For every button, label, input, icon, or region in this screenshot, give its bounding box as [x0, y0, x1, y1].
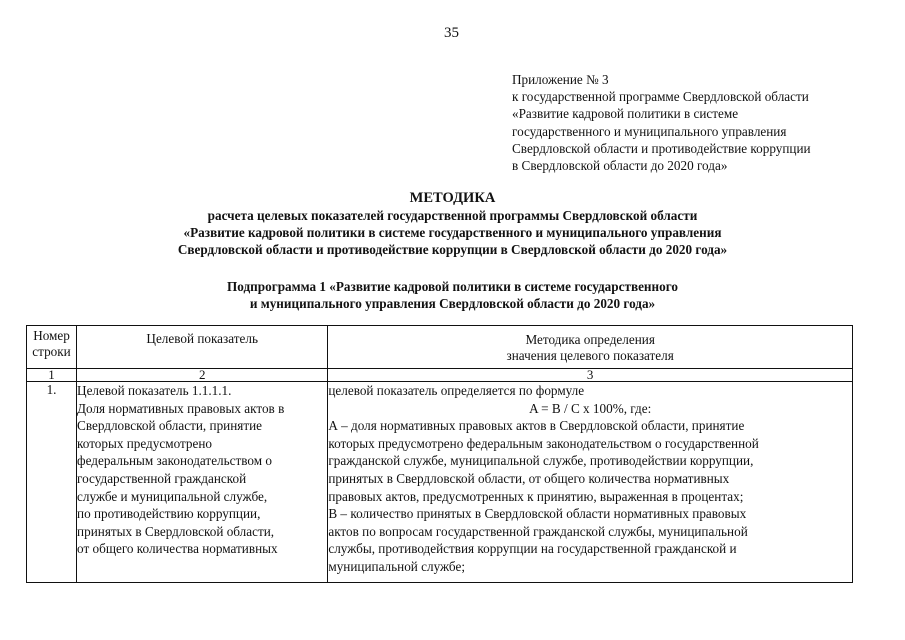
method-line: актов по вопросам государственной гражданской службы, муниципальной [328, 523, 748, 539]
page-number: 35 [444, 25, 459, 41]
column-number: 1 [27, 369, 77, 382]
table-header-row [27, 326, 853, 369]
header-row-number [27, 326, 77, 369]
table-row [27, 382, 853, 583]
column-number: 3 [328, 369, 853, 382]
column-number-row [27, 369, 853, 382]
method-line: службы, противодействия коррупции на государственной гражданской и [328, 541, 737, 557]
indicator-line: государственной гражданской [77, 470, 247, 486]
appendix-line: государственного и муниципального управления [512, 123, 787, 139]
header-line: Методика определения [525, 332, 655, 347]
method-line: В – количество принятых в Свердловской области нормативных правовых [328, 506, 747, 522]
header-indicator [77, 326, 328, 369]
indicator-line: Свердловской области, принятие [77, 418, 263, 434]
method-line: принятых в Свердловской области, от общего количества нормативных [328, 470, 730, 486]
subprogram-title-line: Подпрограмма 1 «Развитие кадровой политики в системе государственного [227, 279, 678, 294]
method-line: муниципальной службе; [328, 558, 465, 574]
method-subtitle-line: Свердловской области и противодействие коррупции в Свердловской области до 2020 года» [177, 242, 728, 257]
method-subtitle [0, 207, 905, 258]
methodology-table [26, 325, 853, 583]
indicator-line: от общего количества нормативных [77, 541, 278, 557]
header-method [328, 326, 853, 369]
method-line: А – доля нормативных правовых актов в Свердловской области, принятие [328, 418, 745, 434]
method-title: МЕТОДИКА [409, 190, 496, 206]
indicator-line: службе и муниципальной службе, [77, 488, 268, 504]
appendix-line: Свердловской области и противодействие коррупции [512, 140, 811, 156]
appendix-line: в Свердловской области до 2020 года» [512, 158, 728, 174]
column-number: 2 [77, 369, 328, 382]
method-line: целевой показатель определяется по формуле [328, 383, 585, 398]
indicator-line: по противодействию коррупции, [77, 506, 261, 522]
method-line: гражданской службе, муниципальной службе, противодействии коррупции, [328, 453, 754, 469]
header-line: значения целевого показателя [506, 348, 674, 363]
appendix-line: «Развитие кадровой политики в системе [512, 106, 739, 122]
indicator-line: принятых в Свердловской области, [77, 523, 275, 539]
formula: A = B / C x 100%, где: [529, 400, 652, 416]
method-cell [328, 382, 853, 583]
indicator-cell [77, 382, 328, 583]
method-line: правовых актов, предусмотренных к принятию, выраженная в процентах; [328, 488, 744, 504]
row-number: 1. [27, 382, 77, 583]
method-subtitle-line: расчета целевых показателей государственной программы Свердловской области [207, 208, 698, 223]
indicator-line: федеральным законодательством о [77, 453, 272, 469]
subprogram-title-line: и муниципального управления Свердловской области до 2020 года» [249, 296, 656, 311]
header-line: строки [32, 344, 71, 359]
header-line: Целевой показатель [146, 331, 258, 346]
method-line: которых предусмотрено федеральным законодательством о государственной [328, 435, 759, 451]
indicator-line: Целевой показатель 1.1.1.1. [77, 383, 232, 398]
method-subtitle-line: «Развитие кадровой политики в системе государственного и муниципального управления [183, 225, 722, 240]
appendix-line: к государственной программе Свердловской области [512, 89, 809, 105]
appendix-block [512, 71, 892, 174]
indicator-line: которых предусмотрено [77, 435, 213, 451]
header-line: Номер [33, 328, 70, 343]
subprogram-title [0, 278, 905, 312]
appendix-line: Приложение № 3 [512, 72, 609, 87]
indicator-line: Доля нормативных правовых актов в [77, 400, 285, 416]
